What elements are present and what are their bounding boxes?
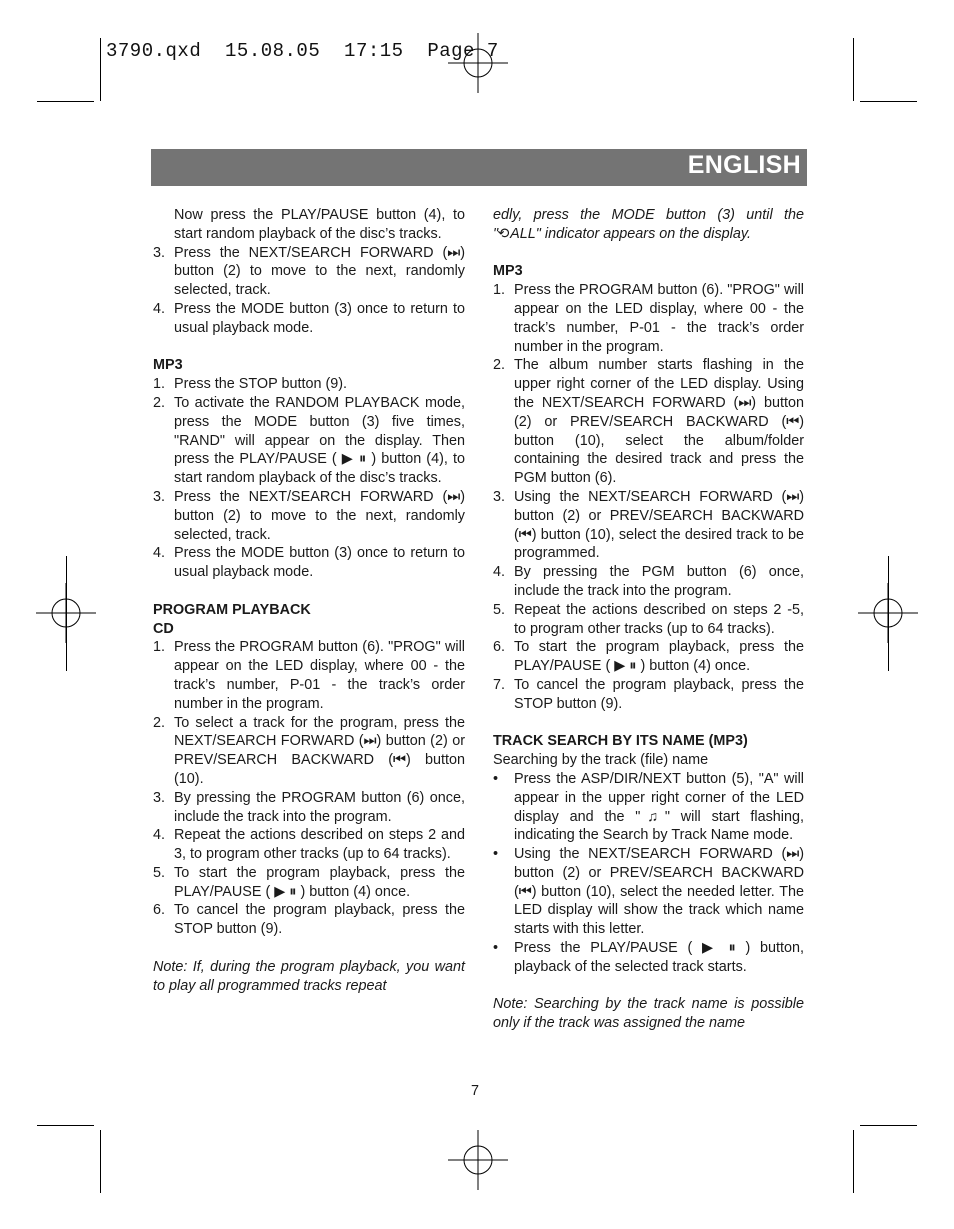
crop-mark bbox=[100, 1130, 101, 1193]
list-item: 4. Press the MODE button (3) once to return to usual playback mode. bbox=[153, 300, 465, 336]
crop-mark bbox=[860, 101, 917, 102]
list-item: • Using the NEXT/SEARCH FORWARD (⏭) button (2) or PREV/SEARCH BACKWARD (⏮) button (10), select the needed letter. The LED display will show the track which name starts with this letter. bbox=[493, 846, 804, 938]
registration-mark-icon bbox=[448, 1130, 508, 1190]
list-item: 3. Press the NEXT/SEARCH FORWARD (⏭) button (2) to move to the next, randomly selected, track. bbox=[153, 244, 465, 299]
crop-mark bbox=[853, 38, 854, 101]
list-item: 4. Repeat the actions described on steps 2 and 3, to program other tracks (up to 64 tracks). bbox=[153, 827, 465, 863]
program-cd-list bbox=[153, 638, 465, 939]
list-item: 4. By pressing the PGM button (6) once, include the track into the program. bbox=[493, 564, 804, 599]
section-heading: MP3 bbox=[153, 357, 183, 374]
list-item: 6. To cancel the program playback, press the STOP button (9). bbox=[153, 902, 465, 938]
cd-random-list bbox=[153, 244, 465, 338]
list-item: 4. Press the MODE button (3) once to return to usual playback mode. bbox=[153, 545, 465, 581]
list-item: • Press the ASP/DIR/NEXT button (5), "A" will appear in the upper right corner of the LED display and the "♫" will start flashing, indicating the Search by Track Name mode. bbox=[493, 770, 804, 844]
intro-paragraph: Now press the PLAY/PAUSE button (4), to start random playback of the disc’s tracks. bbox=[174, 207, 465, 242]
list-item: 1. Press the PROGRAM button (6). "PROG" will appear on the LED display, where 00 - the track’s number, P-01 - the track’s order number in the program. bbox=[493, 282, 804, 355]
crop-mark bbox=[853, 1130, 854, 1193]
search-intro: Searching by the track (file) name bbox=[493, 752, 709, 769]
list-item: 2. To activate the RANDOM PLAYBACK mode, press the MODE button (3) five times, "RAND" will appear on the display. Then press the PLAY/PAUSE ( ▶ ⏸ ) button (4), to start random playback of the disc’s tracks. bbox=[153, 394, 465, 487]
note-paragraph: Note: Searching by the track name is possible only if the track was assigned the name bbox=[493, 996, 804, 1032]
language-banner bbox=[151, 149, 807, 186]
crop-mark bbox=[888, 556, 889, 671]
list-item: 2. To select a track for the program, press the NEXT/SEARCH FORWARD (⏭) button (2) or PREV/SEARCH BACKWARD (⏮) button (10). bbox=[153, 714, 465, 787]
mp3-random-list bbox=[153, 375, 465, 582]
list-item: 3. By pressing the PROGRAM button (6) once, include the track into the program. bbox=[153, 789, 465, 825]
crop-mark bbox=[860, 1125, 917, 1126]
search-bullet-list bbox=[493, 770, 804, 977]
list-item: 6. To start the program playback, press the PLAY/PAUSE ( ▶ ⏸ ) button (4) once. bbox=[493, 639, 804, 675]
list-item: 1. Press the STOP button (9). bbox=[153, 376, 348, 393]
note-paragraph: Note: If, during the program playback, you want to play all programmed tracks repeat bbox=[153, 958, 465, 994]
crop-mark bbox=[66, 556, 67, 671]
list-item: 3. Using the NEXT/SEARCH FORWARD (⏭) button (2) or PREV/SEARCH BACKWARD (⏮) button (10), select the desired track to be programmed. bbox=[493, 488, 804, 562]
crop-mark bbox=[37, 1125, 94, 1126]
page-number: 7 bbox=[471, 1083, 480, 1099]
section-heading: TRACK SEARCH BY ITS NAME (MP3) bbox=[493, 733, 748, 750]
list-item: 1. Press the PROGRAM button (6). "PROG" will appear on the LED display, where 00 - the track’s number, P-01 - the track’s order number in the program. bbox=[153, 639, 465, 712]
banner-title: ENGLISH bbox=[687, 151, 801, 179]
right-column bbox=[493, 206, 804, 1033]
list-item: 2. The album number starts flashing in the upper right corner of the LED display. Using the NEXT/SEARCH FORWARD (⏭) button (2) or PREV/SEARCH BACKWARD (⏮) button (10), select the album/folder containing the desired track and press the PGM button (6). bbox=[493, 357, 804, 487]
program-mp3-list bbox=[493, 281, 804, 713]
list-item: • Press the PLAY/PAUSE ( ▶ ⏸ ) button, playback of the selected track starts. bbox=[493, 940, 804, 975]
subsection-heading: CD bbox=[153, 620, 174, 637]
printer-slug: 3790.qxd 15.08.05 17:15 Page 7 bbox=[106, 40, 499, 62]
registration-mark-icon bbox=[448, 33, 508, 93]
note-continuation: edly, press the MODE button (3) until the "⟲ALL" indicator appears on the display. bbox=[493, 207, 804, 242]
list-item: 7. To cancel the program playback, press the STOP button (9). bbox=[493, 676, 804, 712]
crop-mark bbox=[37, 101, 94, 102]
crop-mark bbox=[100, 38, 101, 101]
list-item: 5. Repeat the actions described on steps 2 -5, to program other tracks (up to 64 tracks). bbox=[493, 601, 804, 637]
section-heading: MP3 bbox=[493, 263, 523, 280]
left-column bbox=[153, 206, 465, 995]
list-item: 3. Press the NEXT/SEARCH FORWARD (⏭) button (2) to move to the next, randomly selected, track. bbox=[153, 488, 465, 543]
list-item: 5. To start the program playback, press the PLAY/PAUSE ( ▶ ⏸ ) button (4) once. bbox=[153, 864, 465, 900]
section-heading: PROGRAM PLAYBACK bbox=[153, 601, 311, 618]
